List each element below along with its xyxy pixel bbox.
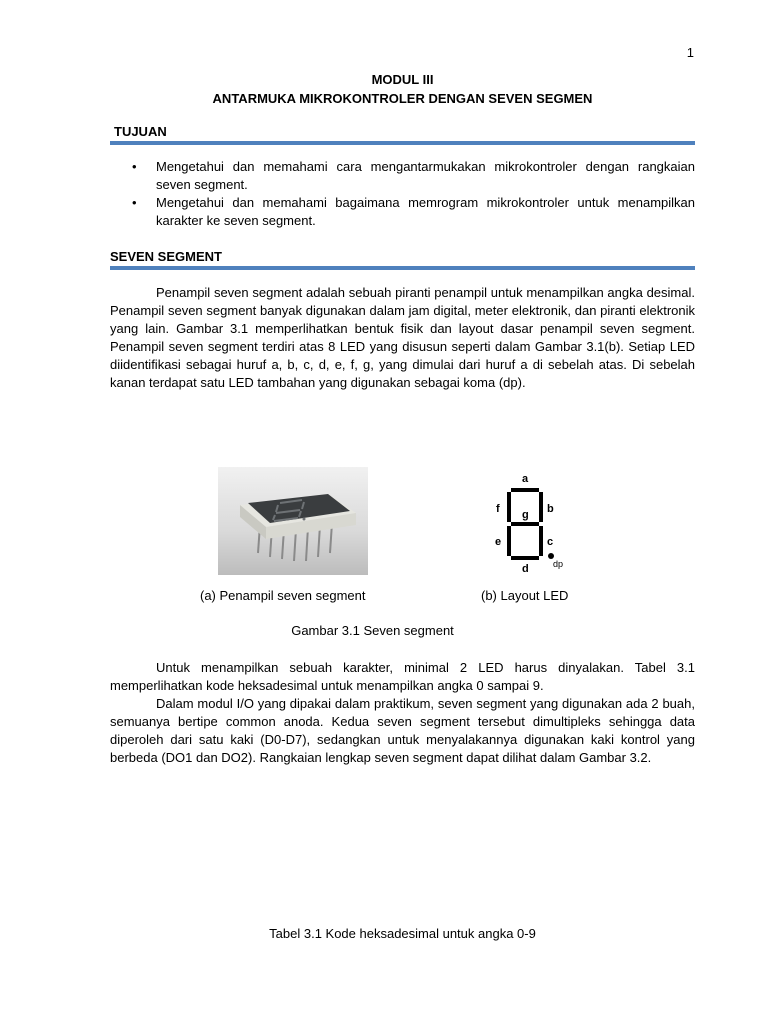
section-heading-text: TUJUAN bbox=[114, 124, 167, 139]
label-a: a bbox=[522, 473, 529, 485]
figure-title: Gambar 3.1 Seven segment bbox=[291, 623, 454, 638]
heading-rule bbox=[110, 141, 695, 145]
seven-segment-layout bbox=[487, 471, 577, 577]
segment-b bbox=[539, 492, 543, 522]
label-e: e bbox=[495, 536, 502, 548]
label-g: g bbox=[522, 509, 529, 521]
module-subtitle: ANTARMUKA MIKROKONTROLER DENGAN SEVEN SEGMEN bbox=[212, 91, 593, 106]
paragraph-display-character: Untuk menampilkan sebuah karakter, minimal 2 LED harus dinyalakan. Tabel 3.1 memperlihatkan kode heksadesimal untuk menampilkan angka 0 sampai 9. bbox=[110, 660, 695, 693]
segment-d bbox=[511, 556, 539, 560]
segment-a bbox=[511, 488, 539, 492]
section-heading-seven-segment bbox=[110, 249, 695, 270]
seven-segment-photo bbox=[218, 467, 368, 575]
bullet-icon: • bbox=[132, 195, 137, 210]
module-title: MODUL III bbox=[371, 72, 434, 87]
segment-e bbox=[507, 526, 511, 556]
figure-caption-b: (b) Layout LED bbox=[481, 588, 569, 603]
label-dp: dp bbox=[553, 559, 564, 569]
list-item bbox=[110, 158, 695, 194]
label-f: f bbox=[496, 503, 500, 515]
list-item-text: Mengetahui dan memahami bagaimana memrogram mikrokontroler untuk menampilkan karakter ke seven segment. bbox=[156, 195, 695, 228]
heading-rule bbox=[110, 266, 695, 270]
label-d: d bbox=[522, 563, 529, 575]
paragraph-io-module: Dalam modul I/O yang dipakai dalam praktikum, seven segment yang digunakan ada 2 buah, semuanya bertipe common anoda. Kedua seven segment tersebut dimultipleks sehingga data diperoleh dari satu kaki (D0-D7), sedangkan untuk menyalakannya digunakan kaki kontrol yang berbeda (DO1 dan DO2). Rangkaian lengkap seven segment dapat dilihat dalam Gambar 3.2. bbox=[110, 696, 695, 765]
paragraph-intro: Penampil seven segment adalah sebuah piranti penampil untuk menampilkan angka desimal. Penampil seven segment banyak digunakan dalam jam digital, meter elektronik, dan piranti elektronik yang lain. Gambar 3.1 memperlihatkan bentuk fisik dan layout dasar penampil seven segment. Penampil seven segment terdiri atas 8 LED yang disusun seperti dalam Gambar 3.1(b). Setiap LED diidentifikasi sebagai huruf a, b, c, d, e, f, g, yang dimulai dari huruf a di sebelah atas. Di sebelah kanan terdapat satu LED tambahan yang digunakan sebagai koma (dp). bbox=[110, 285, 695, 390]
segment-f bbox=[507, 492, 511, 522]
table-title: Tabel 3.1 Kode heksadesimal untuk angka 0-9 bbox=[269, 926, 536, 941]
bullet-icon: • bbox=[132, 159, 137, 174]
list-item bbox=[110, 194, 695, 230]
figure-caption-a: (a) Penampil seven segment bbox=[200, 588, 366, 603]
section-heading-tujuan bbox=[110, 124, 695, 145]
objectives-list bbox=[110, 158, 695, 230]
list-item-text: Mengetahui dan memahami cara mengantarmukakan mikrokontroler dengan rangkaian seven segment. bbox=[156, 159, 695, 192]
segment-c bbox=[539, 526, 543, 556]
label-c: c bbox=[547, 536, 554, 548]
segment-g bbox=[511, 522, 539, 526]
label-b: b bbox=[547, 503, 554, 515]
page-number: 1 bbox=[686, 45, 694, 60]
section-heading-text: SEVEN SEGMENT bbox=[110, 249, 222, 264]
title-block bbox=[110, 70, 695, 108]
